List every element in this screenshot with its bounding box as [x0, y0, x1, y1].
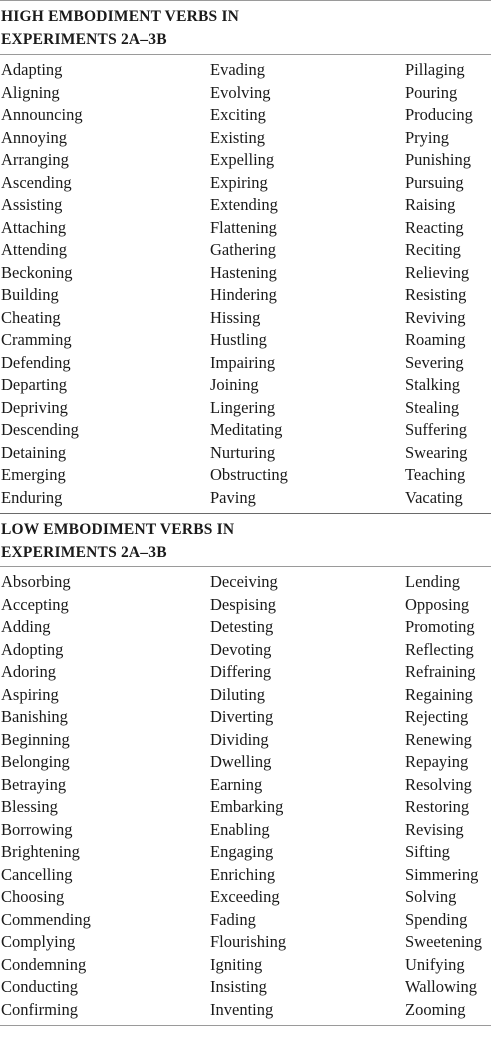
high-embodiment-header: [0, 1, 491, 54]
low-embodiment-verb-cell: Regaining: [405, 684, 473, 704]
high-embodiment-verb-cell: Stealing: [405, 397, 460, 417]
low-embodiment-verb-cell: Repaying: [405, 752, 469, 771]
high-embodiment-verb-cell: Enduring: [1, 487, 63, 507]
low-embodiment-verb-cell: Spending: [405, 909, 468, 929]
high-embodiment-verb-cell: Emerging: [1, 465, 66, 484]
low-embodiment-verb-cell: Betraying: [1, 774, 67, 794]
low-embodiment-verb-grid: [0, 567, 491, 1025]
low-embodiment-verb-cell: Differing: [210, 662, 272, 681]
low-embodiment-verb-cell: Sifting: [405, 842, 450, 861]
low-embodiment-verb-cell: Aspiring: [1, 684, 59, 704]
high-embodiment-verb-cell: Reciting: [405, 240, 461, 259]
low-embodiment-verb-cell: Conducting: [1, 977, 78, 996]
high-embodiment-verb-cell: Suffering: [405, 420, 468, 439]
high-embodiment-verb-cell: Roaming: [405, 330, 466, 349]
low-embodiment-verb-cell: Deceiving: [210, 572, 278, 591]
low-embodiment-verb-cell: Resolving: [405, 774, 472, 794]
high-embodiment-verb-cell: Evading: [210, 60, 265, 79]
low-embodiment-verb-cell: Unifying: [405, 954, 465, 974]
low-embodiment-verb-cell: Engaging: [210, 842, 274, 861]
low-embodiment-verb-cell: Brightening: [1, 842, 80, 861]
high-embodiment-verb-cell: Hindering: [210, 285, 277, 304]
high-embodiment-verb-cell: Relieving: [405, 262, 470, 282]
low-embodiment-verb-cell: Sweetening: [405, 932, 482, 951]
low-embodiment-verb-cell: Revising: [405, 819, 464, 839]
low-embodiment-verb-cell: Opposing: [405, 594, 470, 614]
low-embodiment-verb-cell: Simmering: [405, 864, 479, 884]
high-embodiment-verb-cell: Reviving: [405, 307, 466, 327]
low-header-line2: EXPERIMENTS 2A–3B: [1, 544, 167, 561]
low-embodiment-verb-cell: Reflecting: [405, 639, 474, 659]
low-embodiment-verb-cell: Enriching: [210, 864, 276, 884]
high-embodiment-verb-cell: Resisting: [405, 285, 467, 304]
high-embodiment-verb-cell: Hastening: [210, 262, 277, 282]
high-embodiment-verb-cell: Hustling: [210, 330, 267, 349]
high-embodiment-verb-cell: Gathering: [210, 240, 276, 259]
high-embodiment-verb-cell: Meditating: [210, 420, 283, 439]
high-embodiment-verb-cell: Building: [1, 285, 59, 304]
high-embodiment-verb-cell: Assisting: [1, 195, 63, 214]
low-embodiment-verb-cell: Rejecting: [405, 707, 469, 726]
low-embodiment-verb-cell: Dwelling: [210, 752, 272, 771]
high-embodiment-verb-cell: Swearing: [405, 442, 468, 462]
low-embodiment-verb-cell: Inventing: [210, 999, 274, 1019]
low-embodiment-verb-cell: Lending: [405, 572, 460, 591]
low-embodiment-verb-cell: Exceeding: [210, 887, 280, 906]
high-embodiment-verb-cell: Depriving: [1, 397, 68, 417]
low-embodiment-verb-cell: Banishing: [1, 707, 68, 726]
high-embodiment-verb-cell: Cramming: [1, 330, 72, 349]
high-embodiment-verb-cell: Ascending: [1, 172, 72, 192]
high-embodiment-verb-cell: Attaching: [1, 217, 67, 237]
high-embodiment-verb-grid: [0, 55, 491, 513]
high-embodiment-verb-cell: Reacting: [405, 217, 464, 237]
high-embodiment-verb-cell: Teaching: [405, 465, 466, 484]
high-header-line2: EXPERIMENTS 2A–3B: [1, 31, 167, 48]
high-embodiment-verb-cell: Prying: [405, 127, 450, 147]
high-embodiment-verb-cell: Joining: [210, 375, 259, 394]
low-embodiment-verb-cell: Diverting: [210, 707, 274, 726]
low-embodiment-verb-cell: Solving: [405, 887, 457, 906]
low-embodiment-verb-cell: Insisting: [210, 977, 267, 996]
low-embodiment-verb-cell: Refraining: [405, 662, 476, 681]
low-embodiment-verb-cell: Igniting: [210, 954, 263, 974]
low-embodiment-verb-cell: Commending: [1, 909, 91, 929]
low-embodiment-verb-cell: Borrowing: [1, 819, 73, 839]
high-embodiment-verb-cell: Existing: [210, 127, 266, 147]
high-embodiment-verb-cell: Severing: [405, 352, 464, 372]
high-embodiment-verb-cell: Pouring: [405, 82, 458, 102]
low-embodiment-verb-cell: Restoring: [405, 797, 470, 816]
high-embodiment-verb-cell: Exciting: [210, 105, 266, 124]
high-embodiment-verb-cell: Obstructing: [210, 465, 288, 484]
low-embodiment-verb-cell: Beginning: [1, 729, 70, 749]
high-embodiment-verb-cell: Vacating: [405, 487, 463, 507]
high-embodiment-verb-cell: Annoying: [1, 127, 67, 147]
low-embodiment-verb-cell: Devoting: [210, 639, 272, 659]
low-embodiment-verb-cell: Enabling: [210, 819, 270, 839]
high-embodiment-verb-cell: Descending: [1, 420, 79, 439]
low-embodiment-verb-cell: Adopting: [1, 639, 64, 659]
high-embodiment-verb-cell: Expiring: [210, 172, 268, 192]
high-embodiment-verb-cell: Aligning: [1, 82, 60, 102]
high-embodiment-verb-cell: Paving: [210, 487, 256, 507]
low-embodiment-verb-cell: Diluting: [210, 684, 266, 704]
high-embodiment-verb-cell: Beckoning: [1, 262, 73, 282]
high-embodiment-verb-cell: Detaining: [1, 442, 67, 462]
low-embodiment-verb-cell: Blessing: [1, 797, 58, 816]
high-header-line1: HIGH EMBODIMENT VERBS IN: [1, 8, 240, 25]
low-embodiment-verb-cell: Choosing: [1, 887, 65, 906]
low-embodiment-verb-cell: Dividing: [210, 729, 269, 749]
high-embodiment-verb-cell: Pillaging: [405, 60, 465, 79]
high-embodiment-verb-cell: Hissing: [210, 307, 261, 327]
low-embodiment-verb-cell: Zooming: [405, 999, 466, 1019]
bottom-rule: [0, 1025, 491, 1026]
high-embodiment-verb-cell: Nurturing: [210, 442, 276, 462]
low-embodiment-verb-cell: Complying: [1, 932, 76, 951]
low-embodiment-verb-cell: Renewing: [405, 729, 472, 749]
low-embodiment-verb-cell: Absorbing: [1, 572, 71, 591]
low-embodiment-verb-cell: Confirming: [1, 999, 78, 1019]
high-embodiment-verb-cell: Producing: [405, 105, 473, 124]
low-embodiment-verb-cell: Flourishing: [210, 932, 287, 951]
low-embodiment-verb-cell: Cancelling: [1, 864, 73, 884]
low-embodiment-verb-cell: Fading: [210, 909, 256, 929]
low-embodiment-verb-cell: Adding: [1, 617, 51, 636]
low-header-line1: LOW EMBODIMENT VERBS IN: [1, 521, 235, 538]
high-embodiment-verb-cell: Impairing: [210, 352, 276, 372]
high-embodiment-verb-cell: Punishing: [405, 150, 472, 169]
high-embodiment-verb-cell: Adapting: [1, 60, 63, 79]
low-embodiment-verb-cell: Wallowing: [405, 977, 477, 996]
low-embodiment-verb-cell: Earning: [210, 774, 263, 794]
low-embodiment-verb-cell: Accepting: [1, 594, 69, 614]
high-embodiment-verb-cell: Expelling: [210, 150, 275, 169]
high-embodiment-verb-cell: Cheating: [1, 307, 61, 327]
low-embodiment-verb-cell: Embarking: [210, 797, 284, 816]
low-embodiment-verb-cell: Belonging: [1, 752, 70, 771]
high-embodiment-verb-cell: Extending: [210, 195, 278, 214]
low-embodiment-section: [0, 514, 491, 1025]
high-embodiment-verb-cell: Arranging: [1, 150, 69, 169]
high-embodiment-verb-cell: Announcing: [1, 105, 83, 124]
high-embodiment-verb-cell: Flattening: [210, 217, 277, 237]
low-embodiment-verb-cell: Promoting: [405, 617, 475, 636]
low-embodiment-verb-cell: Adoring: [1, 662, 56, 681]
low-embodiment-header: [0, 514, 491, 566]
low-embodiment-verb-cell: Despising: [210, 594, 276, 614]
low-embodiment-verb-cell: Detesting: [210, 617, 274, 636]
high-embodiment-verb-cell: Pursuing: [405, 172, 464, 192]
high-embodiment-section: [0, 1, 491, 513]
high-embodiment-verb-cell: Lingering: [210, 397, 276, 417]
high-embodiment-verb-cell: Departing: [1, 375, 67, 394]
low-embodiment-verb-cell: Condemning: [1, 954, 87, 974]
high-embodiment-verb-cell: Raising: [405, 195, 456, 214]
high-embodiment-verb-cell: Attending: [1, 240, 67, 259]
high-embodiment-verb-cell: Stalking: [405, 375, 461, 394]
high-embodiment-verb-cell: Defending: [1, 352, 71, 372]
high-embodiment-verb-cell: Evolving: [210, 82, 271, 102]
